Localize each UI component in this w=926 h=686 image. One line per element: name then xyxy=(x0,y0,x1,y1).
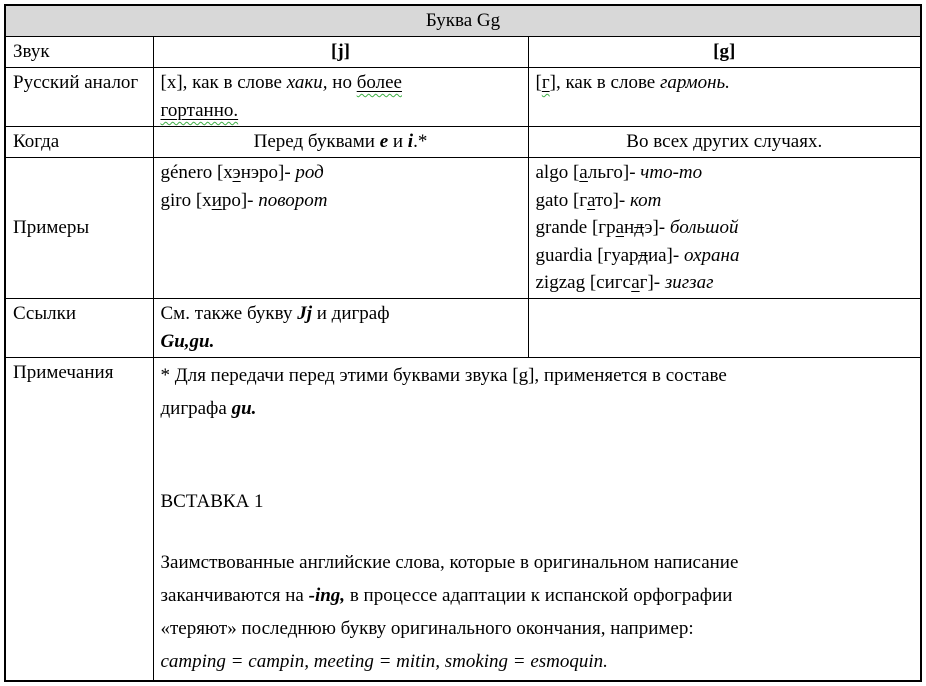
example-line: género [хэнэро]- род xyxy=(160,162,324,183)
row-links xyxy=(5,298,921,357)
cell-when-g: Во всех других случаях. xyxy=(528,127,921,158)
row-analog xyxy=(5,68,921,127)
cell-sound-j: [j] xyxy=(153,37,528,68)
cell-analog-g: [г], как в слове гармонь. xyxy=(528,68,921,127)
row-label-sound: Звук xyxy=(5,37,153,68)
cell-examples-j xyxy=(153,158,528,299)
cell-links-g xyxy=(528,298,921,357)
example-line: guardia [гуардиа]- охрана xyxy=(535,244,740,266)
example-line: gato [гато]- кот xyxy=(535,189,662,211)
row-examples xyxy=(5,158,921,299)
row-label-links: Ссылки xyxy=(5,298,153,357)
letter-gg-table xyxy=(4,4,922,682)
notes-footnote: * Для передачи перед этими буквами звука [g], применяется в составе диграфа gu. xyxy=(160,364,727,419)
example-line: grande [грандэ]- большой xyxy=(535,217,739,239)
row-title xyxy=(5,5,921,37)
row-label-when: Когда xyxy=(5,127,153,158)
cell-examples-g xyxy=(528,158,921,299)
row-sound xyxy=(5,37,921,68)
cell-when-j: Перед буквами e и i.* xyxy=(153,127,528,158)
row-when xyxy=(5,127,921,158)
row-label-notes: Примечания xyxy=(5,357,153,681)
notes-paragraph: Заимствованные английские слова, которые в оригинальном написание заканчиваются на -ing, в процессе адаптации к испанской орфографии «теряют» последнюю букву оригинального окончания, например: camping = campin, meeting = mitin, smoking = esmoquin. xyxy=(160,551,739,672)
row-label-analog: Русский аналог xyxy=(5,68,153,127)
notes-insert-title: ВСТАВКА 1 xyxy=(160,490,264,512)
cell-sound-g: [g] xyxy=(528,37,921,68)
example-line: giro [хиро]- поворот xyxy=(160,189,328,211)
row-notes xyxy=(5,357,921,681)
cell-links-j: См. также букву Jj и диграф Gu,gu. xyxy=(153,298,528,357)
cell-notes xyxy=(153,357,921,681)
cell-analog-j: [х], как в слове хаки, но более гортанно. xyxy=(153,68,528,127)
row-label-examples: Примеры xyxy=(5,158,153,299)
table-title: Буква Gg xyxy=(5,5,921,37)
example-line: algo [альго]- что-то xyxy=(535,162,703,183)
example-line: zigzag [сигсаг]- зигзаг xyxy=(535,272,714,294)
